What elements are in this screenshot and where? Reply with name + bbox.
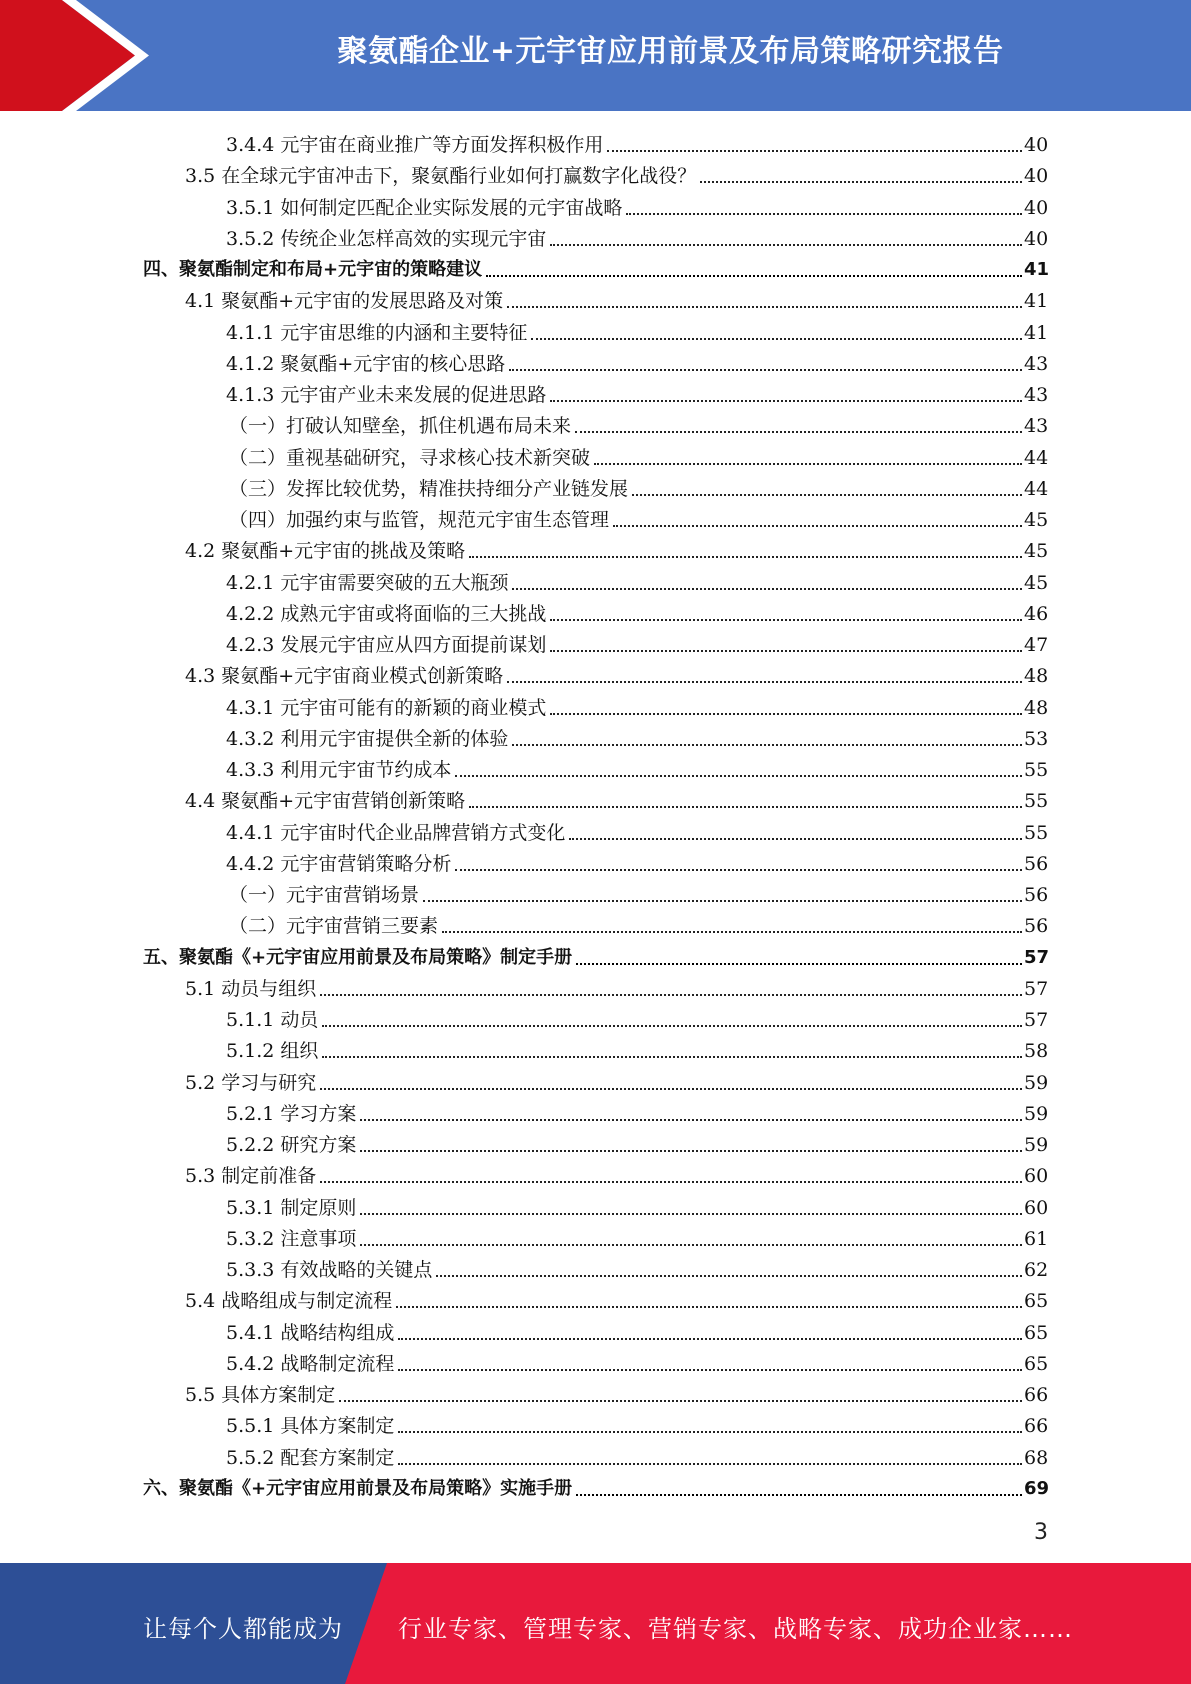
toc-entry[interactable] [0,251,1191,282]
toc-dot-leader [576,962,1022,965]
toc-dot-leader [550,712,1022,715]
toc-dot-leader [626,212,1022,215]
toc-entry[interactable] [0,657,1191,688]
toc-entry[interactable] [0,314,1191,345]
toc-entry-label: 4.3.1 元宇宙可能有的新颖的商业模式 [226,696,547,719]
toc-entry-page: 55 [1024,790,1049,813]
toc-entry[interactable] [0,939,1191,970]
toc-dot-leader [423,899,1022,902]
toc-entry-page: 40 [1024,165,1049,188]
toc-entry-page: 57 [1024,1009,1049,1031]
toc-entry-label: （三）发挥比较优势，精准扶持细分产业链发展 [229,477,629,500]
toc-entry-label: 4.2.2 成熟元宇宙或将面临的三大挑战 [226,602,547,625]
toc-dot-leader [550,243,1022,246]
toc-dot-leader [442,930,1022,933]
toc-entry-line [226,571,1048,595]
toc-entry-line [226,1133,1048,1157]
toc-entry-line [226,1227,1048,1251]
toc-entry-label: 5.1 动员与组织 [185,977,317,1000]
toc-entry-line [226,602,1048,626]
toc-entry-line [185,789,1048,813]
toc-entry-line [226,758,1048,782]
toc-entry-page: 48 [1024,665,1049,688]
toc-entry-line [185,539,1048,563]
toc-entry-label: （二）元宇宙营销三要素 [229,915,439,938]
toc-entry-label: 4.2 聚氨酯+元宇宙的挑战及策略 [185,540,466,563]
toc-entry[interactable] [0,1126,1191,1157]
toc-dot-leader [320,993,1022,996]
toc-entry-page: 66 [1024,1384,1049,1406]
toc-entry-page: 68 [1024,1446,1049,1469]
toc-entry-page: 40 [1024,227,1049,250]
toc-entry-label: （一）打破认知壁垒，抓住机遇布局未来 [229,415,572,438]
toc-entry-label: 3.4.4 元宇宙在商业推广等方面发挥积极作用 [226,134,604,156]
toc-entry-line [226,352,1048,376]
toc-entry[interactable] [0,282,1191,313]
toc-entry-page: 56 [1024,852,1049,875]
toc-entry[interactable] [0,626,1191,657]
toc-dot-leader [507,680,1022,683]
toc-entry-label: 4.1 聚氨酯+元宇宙的发展思路及对策 [185,290,504,313]
toc-entry-line [226,1352,1048,1376]
toc-entry-label: 5.4 战略组成与制定流程 [185,1290,393,1313]
toc-entry-label: 5.5 具体方案制定 [185,1384,336,1406]
toc-entry-label: 4.2.3 发展元宇宙应从四方面提前谋划 [226,634,547,656]
toc-entry-label: 5.4.2 战略制定流程 [226,1352,395,1375]
toc-dot-leader [398,1430,1022,1433]
toc-entry-label: 5.5.2 配套方案制定 [226,1446,395,1469]
toc-entry-page: 56 [1024,884,1049,906]
toc-entry-label: 四、聚氨酯制定和布局+元宇宙的策略建议 [143,259,483,280]
toc-dot-leader [613,524,1022,527]
toc-entry-line [185,1071,1048,1095]
toc-entry-page: 62 [1024,1259,1049,1281]
toc-entry-page: 45 [1024,509,1049,531]
toc-entry-line [229,883,1048,907]
toc-entry[interactable] [0,720,1191,751]
toc-entry[interactable] [0,1376,1191,1407]
toc-entry-page: 44 [1024,446,1049,469]
toc-entry-page: 58 [1024,1040,1049,1063]
toc-entry[interactable] [0,1095,1191,1126]
toc-dot-leader [360,1212,1022,1215]
toc-entry-label: （二）重视基础研究，寻求核心技术新突破 [229,446,591,469]
toc-entry-page: 55 [1024,759,1049,781]
toc-entry[interactable] [0,595,1191,626]
toc-dot-leader [575,430,1022,433]
toc-entry-label: 5.2.2 研究方案 [226,1134,357,1156]
toc-entry-line [185,1383,1048,1407]
toc-entry[interactable] [0,1314,1191,1345]
toc-entry[interactable] [0,782,1191,813]
toc-entry-line [226,1039,1048,1063]
toc-entry-page: 46 [1024,602,1049,625]
toc-entry[interactable] [0,907,1191,938]
toc-entry-label: 4.3 聚氨酯+元宇宙商业模式创新策略 [185,665,504,688]
toc-entry-line [226,1258,1048,1282]
toc-dot-leader [607,149,1022,152]
toc-entry[interactable] [0,439,1191,470]
toc-entry-page: 43 [1024,384,1049,406]
report-title: 聚氨酯企业+元宇宙应用前景及布局策略研究报告 [337,34,1004,69]
page-number: 3 [1034,1520,1048,1545]
toc-entry-line [226,1446,1048,1470]
toc-dot-leader [320,1180,1022,1183]
footer-slogan-right: 行业专家、管理专家、营销专家、战略专家、成功企业家…… [398,1615,1073,1643]
toc-entry-line [226,1008,1048,1032]
toc-entry[interactable] [0,345,1191,376]
toc-entry-line [185,164,1048,188]
toc-entry-line [229,914,1048,938]
toc-entry-page: 57 [1024,946,1050,968]
toc-entry[interactable] [0,1189,1191,1220]
toc-entry-line [143,1477,1048,1501]
toc-entry[interactable] [0,126,1191,157]
toc-entry-line [226,1102,1048,1126]
page-footer [0,1563,1191,1684]
toc-entry-line [226,196,1048,220]
toc-entry[interactable] [0,1439,1191,1470]
header-red-arrow-shape [0,0,150,111]
toc-entry-page: 40 [1024,134,1049,156]
toc-entry-label: 5.4.1 战略结构组成 [226,1321,395,1344]
toc-entry-label: 3.5 在全球元宇宙冲击下，聚氨酯行业如何打赢数字化战役？ [185,165,697,188]
toc-entry-line [229,414,1048,438]
toc-dot-leader [531,337,1022,340]
toc-entry-label: 4.3.3 利用元宇宙节约成本 [226,759,452,781]
toc-entry-page: 65 [1024,1290,1049,1313]
toc-entry-label: 4.4.2 元宇宙营销策略分析 [226,852,452,875]
toc-entry-page: 60 [1024,1165,1049,1188]
toc-entry-page: 44 [1024,477,1049,500]
toc-entry-label: 5.3.1 制定原则 [226,1196,357,1219]
toc-entry[interactable] [0,814,1191,845]
toc-entry-line [185,1289,1048,1313]
toc-entry[interactable] [0,751,1191,782]
page-header [0,0,1191,111]
toc-entry[interactable] [0,970,1191,1001]
toc-entry[interactable] [0,876,1191,907]
toc-dot-leader [339,1399,1022,1402]
toc-entry[interactable] [0,1064,1191,1095]
toc-entry-line [185,977,1048,1001]
toc-entry-line [226,321,1048,345]
toc-entry-line [185,664,1048,688]
toc-entry-label: 4.1.1 元宇宙思维的内涵和主要特征 [226,321,528,344]
toc-entry-page: 41 [1024,290,1049,313]
toc-entry[interactable] [0,564,1191,595]
toc-entry-page: 55 [1024,821,1049,844]
toc-entry[interactable] [0,376,1191,407]
toc-dot-leader [550,399,1022,402]
toc-entry-line [185,289,1048,313]
toc-entry-label: 5.2.1 学习方案 [226,1102,357,1125]
toc-dot-leader [512,743,1022,746]
toc-entry-label: （一）元宇宙营销场景 [229,884,420,906]
toc-entry-page: 59 [1024,1102,1049,1125]
toc-entry-label: 4.1.3 元宇宙产业未来发展的促进思路 [226,384,547,406]
toc-entry-page: 45 [1024,540,1049,563]
toc-entry[interactable] [0,1001,1191,1032]
toc-entry-line [226,852,1048,876]
toc-entry-page: 61 [1024,1227,1049,1250]
toc-dot-leader [700,180,1022,183]
toc-dot-leader [469,555,1022,558]
toc-dot-leader [632,493,1022,496]
toc-dot-leader [594,462,1022,465]
toc-entry-label: 5.1.2 组织 [226,1040,319,1063]
toc-dot-leader [322,1024,1022,1027]
toc-dot-leader [486,274,1022,277]
toc-dot-leader [509,368,1022,371]
toc-entry[interactable] [0,1220,1191,1251]
toc-dot-leader [320,1087,1022,1090]
toc-entry-line [143,258,1048,282]
toc-entry[interactable] [0,845,1191,876]
toc-entry-page: 56 [1024,915,1049,938]
toc-entry-label: 3.5.1 如何制定匹配企业实际发展的元宇宙战略 [226,196,623,219]
toc-entry-label: 3.5.2 传统企业怎样高效的实现元宇宙 [226,227,547,250]
toc-entry-page: 65 [1024,1321,1049,1344]
toc-entry[interactable] [0,501,1191,532]
toc-entry-label: 5.5.1 具体方案制定 [226,1415,395,1438]
toc-entry[interactable] [0,689,1191,720]
footer-slogan-left: 让每个人都能成为 [143,1615,343,1643]
toc-entry[interactable] [0,220,1191,251]
toc-entry-line [226,1321,1048,1345]
toc-dot-leader [360,1243,1022,1246]
toc-entry-page: 43 [1024,415,1049,438]
toc-entry-line [226,1196,1048,1220]
toc-entry-page: 66 [1024,1415,1049,1438]
toc-entry[interactable] [0,1251,1191,1282]
toc-entry-line [226,633,1048,657]
toc-dot-leader [396,1305,1022,1308]
toc-entry-label: （四）加强约束与监管，规范元宇宙生态管理 [229,509,610,531]
toc-entry[interactable] [0,1345,1191,1376]
toc-entry-page: 69 [1024,1477,1050,1499]
toc-entry-label: 五、聚氨酯《+元宇宙应用前景及布局策略》制定手册 [143,946,573,968]
toc-dot-leader [322,1055,1022,1058]
toc-dot-leader [455,868,1022,871]
toc-entry[interactable] [0,189,1191,220]
toc-entry[interactable] [0,1282,1191,1313]
toc-dot-leader [398,1337,1022,1340]
toc-entry-label: 六、聚氨酯《+元宇宙应用前景及布局策略》实施手册 [143,1477,573,1499]
toc-entry[interactable] [0,1470,1191,1501]
toc-entry-label: 5.3.3 有效战略的关键点 [226,1259,433,1281]
toc-dot-leader [550,649,1022,652]
toc-entry-label: 5.1.1 动员 [226,1009,319,1031]
toc-dot-leader [360,1149,1022,1152]
toc-entry[interactable] [0,1407,1191,1438]
toc-entry-line [229,477,1048,501]
toc-entry-line [229,508,1048,532]
toc-entry-line [226,133,1048,157]
toc-entry-label: 4.2.1 元宇宙需要突破的五大瓶颈 [226,571,509,594]
toc-entry-line [226,821,1048,845]
toc-dot-leader [550,618,1022,621]
toc-entry-label: 5.3.2 注意事项 [226,1227,357,1250]
toc-entry-page: 47 [1024,634,1049,656]
toc-entry-line [185,1164,1048,1188]
toc-entry-line [143,946,1048,970]
toc-dot-leader [512,587,1022,590]
toc-entry-line [229,446,1048,470]
toc-entry-label: 4.4 聚氨酯+元宇宙营销创新策略 [185,790,466,813]
toc-entry-page: 43 [1024,352,1049,375]
toc-entry-page: 41 [1024,259,1050,280]
toc-entry-label: 4.1.2 聚氨酯+元宇宙的核心思路 [226,352,506,375]
toc-dot-leader [436,1274,1022,1277]
toc-entry-line [226,696,1048,720]
toc-entry[interactable] [0,1157,1191,1188]
toc-dot-leader [576,1493,1022,1496]
toc-entry-label: 4.4.1 元宇宙时代企业品牌营销方式变化 [226,821,566,844]
toc-entry-line [226,227,1048,251]
toc-entry-page: 53 [1024,727,1049,750]
toc-entry-page: 48 [1024,696,1049,719]
toc-entry-label: 4.3.2 利用元宇宙提供全新的体验 [226,727,509,750]
toc-dot-leader [455,774,1022,777]
toc-dot-leader [360,1118,1022,1121]
toc-entry-page: 59 [1024,1071,1049,1094]
toc-entry[interactable] [0,470,1191,501]
toc-entry-label: 5.3 制定前准备 [185,1165,317,1188]
toc-entry-page: 45 [1024,571,1049,594]
toc-dot-leader [569,837,1022,840]
toc-entry-label: 5.2 学习与研究 [185,1071,317,1094]
toc-dot-leader [507,305,1022,308]
toc-entry-page: 65 [1024,1352,1049,1375]
toc-dot-leader [398,1462,1022,1465]
toc-entry[interactable] [0,532,1191,563]
toc-dot-leader [398,1368,1022,1371]
toc-entry[interactable] [0,407,1191,438]
toc-entry-line [226,727,1048,751]
toc-dot-leader [469,805,1022,808]
toc-entry-page: 59 [1024,1134,1049,1156]
toc-entry[interactable] [0,157,1191,188]
toc-entry[interactable] [0,1032,1191,1063]
toc-entry-page: 40 [1024,196,1049,219]
toc-entry-page: 57 [1024,977,1049,1000]
toc-entry-line [226,383,1048,407]
toc-entry-page: 41 [1024,321,1049,344]
toc-entry-line [226,1414,1048,1438]
toc-entry-page: 60 [1024,1196,1049,1219]
